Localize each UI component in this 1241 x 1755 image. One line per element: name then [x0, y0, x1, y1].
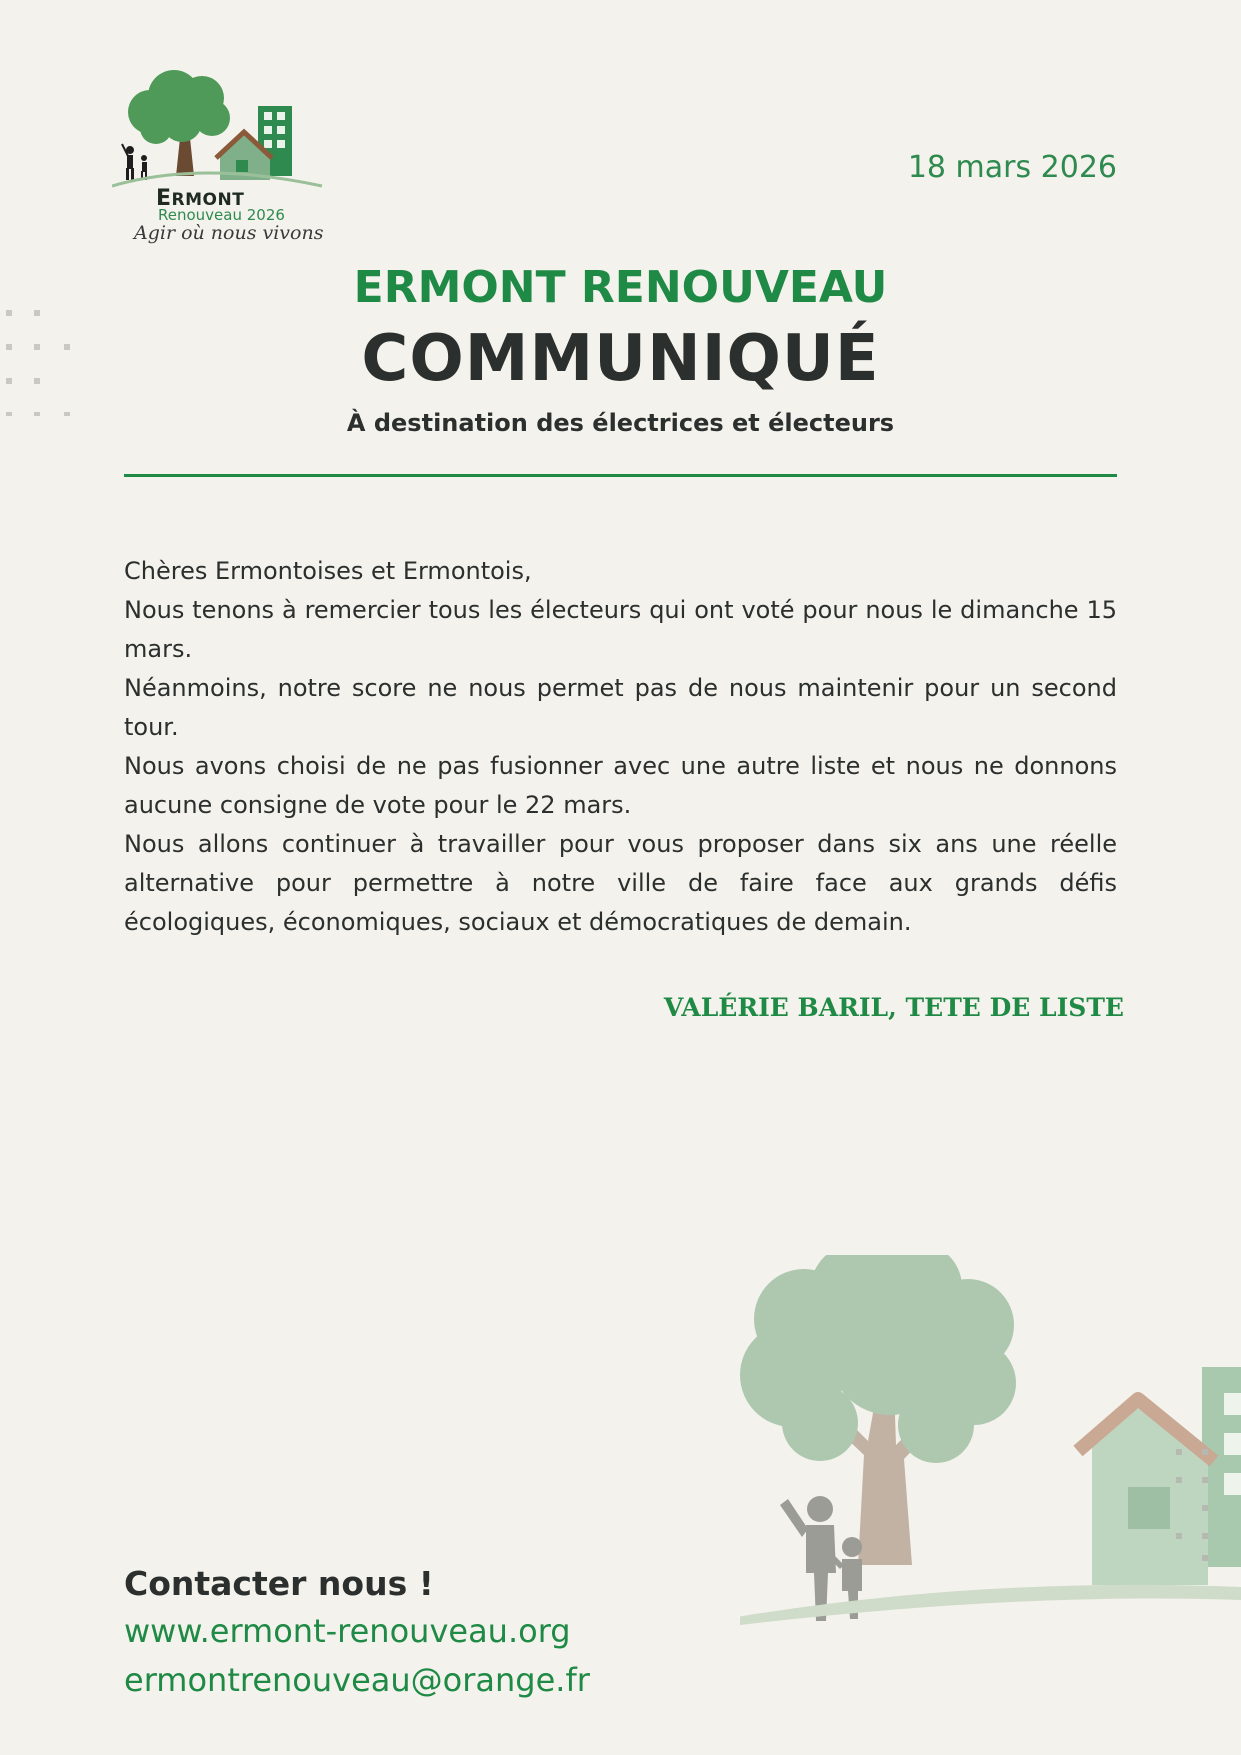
letter-paragraph: Nous avons choisi de ne pas fusionner avec une autre liste et nous ne donnons aucune consigne de vote pour le 22 mars.: [124, 752, 1117, 819]
website-link[interactable]: www.ermont-renouveau.org: [124, 1612, 571, 1650]
email-link[interactable]: ermontrenouveau@orange.fr: [124, 1661, 590, 1699]
organization-name: ERMONT RENOUVEAU: [353, 262, 888, 313]
letter-greeting: Chères Ermontoises et Ermontois,: [124, 557, 532, 585]
letter-body: [124, 552, 1117, 942]
document-date: 18 mars 2026: [907, 150, 1117, 185]
audience-subtitle: À destination des électrices et électeurs: [346, 409, 895, 437]
signature: VALÉRIE BARIL, TETE DE LISTE: [663, 993, 1124, 1022]
contact-heading: Contacter nous !: [124, 1564, 434, 1603]
header-divider: [124, 474, 1117, 477]
logo-tagline: Agir où nous vivons: [134, 222, 324, 244]
tree-family-house-icon: [740, 1255, 1241, 1635]
letter-paragraph: Nous allons continuer à travailler pour vous proposer dans six ans une réelle alternative pour permettre à notre ville de faire face aux grands défis écologiques, économiques, sociaux et démocratiques de demain.: [124, 830, 1117, 936]
page-title: COMMUNIQUÉ: [361, 322, 880, 396]
logo-wordmark: ERMONT: [156, 186, 245, 211]
letter-paragraph: Néanmoins, notre score ne nous permet pas de nous maintenir pour un second tour.: [124, 674, 1117, 741]
organization-logo: [112, 68, 334, 258]
logo-subtitle: Renouveau 2026: [158, 206, 285, 224]
letter-paragraph: Nous tenons à remercier tous les électeurs qui ont voté pour nous le dimanche 15 mars.: [124, 596, 1117, 663]
